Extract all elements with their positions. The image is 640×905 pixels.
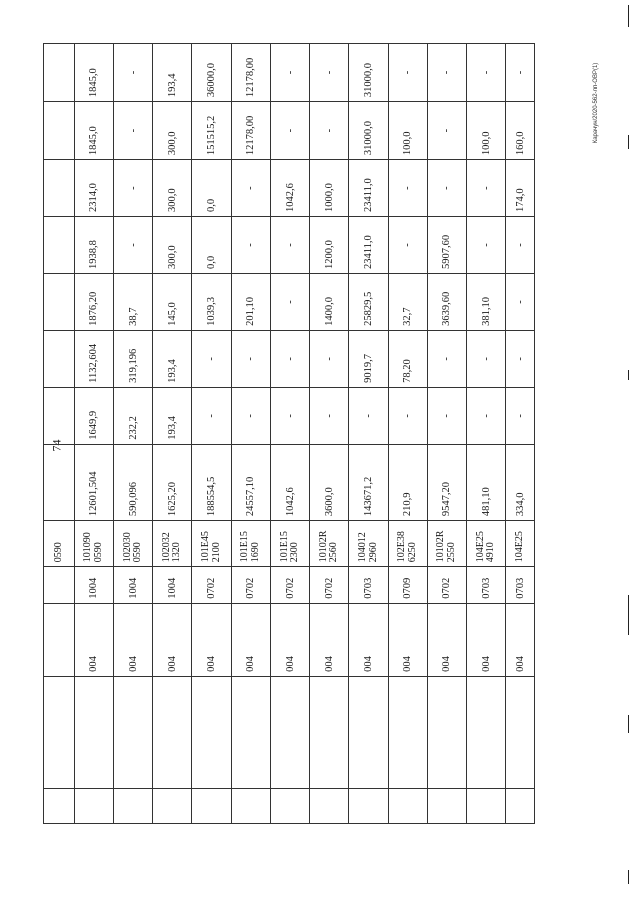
table-cell xyxy=(153,676,192,788)
table-cell: 481,10 xyxy=(467,444,506,520)
table-cell: - xyxy=(270,44,309,102)
table-cell: 1039,3 xyxy=(192,273,231,330)
table-cell xyxy=(506,676,535,788)
table-cell: 0703 xyxy=(506,567,535,604)
table-cell: - xyxy=(310,44,349,102)
table-cell: 12178,00 xyxy=(231,44,270,102)
table-cell: 9019,7 xyxy=(349,330,388,387)
table-cell: 104012 2960 xyxy=(349,521,388,567)
table-cell xyxy=(44,330,75,387)
rotated-table-area xyxy=(43,43,535,824)
table-cell: 004 xyxy=(231,603,270,676)
table-cell: 1200,0 xyxy=(310,217,349,274)
table-cell xyxy=(192,676,231,788)
table-cell xyxy=(388,788,427,823)
table-row xyxy=(310,44,349,824)
table-cell: 232,2 xyxy=(113,387,152,444)
table-cell: 3639,60 xyxy=(427,273,466,330)
table-cell: 102032 1320 xyxy=(153,521,192,567)
table-cell: 004 xyxy=(153,603,192,676)
table-cell: 36000,0 xyxy=(192,44,231,102)
table-cell: - xyxy=(388,387,427,444)
table-cell xyxy=(310,676,349,788)
table-cell xyxy=(113,676,152,788)
table-cell: - xyxy=(310,387,349,444)
table-cell xyxy=(427,788,466,823)
table-cell: 0709 xyxy=(388,567,427,604)
table-cell: 004 xyxy=(349,603,388,676)
table-cell: 5907,60 xyxy=(427,217,466,274)
table-row xyxy=(388,44,427,824)
table-cell: 160,0 xyxy=(506,102,535,160)
table-cell: 004 xyxy=(506,603,535,676)
table-cell: 300,0 xyxy=(153,160,192,217)
table-cell: - xyxy=(113,160,152,217)
table-cell xyxy=(427,676,466,788)
table-cell: - xyxy=(388,44,427,102)
edge-mark-5 xyxy=(628,715,629,733)
table-cell: 004 xyxy=(270,603,309,676)
table-cell: - xyxy=(427,387,466,444)
table-cell: 78,20 xyxy=(388,330,427,387)
table-cell: 151515,2 xyxy=(192,102,231,160)
table-cell: 381,10 xyxy=(467,273,506,330)
table-cell xyxy=(270,676,309,788)
table-cell: - xyxy=(506,44,535,102)
edge-mark-bottom xyxy=(628,870,629,884)
table-cell: - xyxy=(427,44,466,102)
table-cell: 201,10 xyxy=(231,273,270,330)
table-cell: 590,096 xyxy=(113,444,152,520)
table-cell: - xyxy=(467,387,506,444)
table-cell: 38,7 xyxy=(113,273,152,330)
table-cell: 104E25 xyxy=(506,521,535,567)
table-cell: 188554,5 xyxy=(192,444,231,520)
table-cell: 31000,0 xyxy=(349,102,388,160)
table-cell: 101090 0590 xyxy=(74,521,113,567)
table-cell: - xyxy=(231,387,270,444)
table-cell: 12178,00 xyxy=(231,102,270,160)
table-cell: - xyxy=(192,387,231,444)
table-cell: - xyxy=(231,160,270,217)
table-cell: 193,4 xyxy=(153,387,192,444)
table-cell: 1876,20 xyxy=(74,273,113,330)
table-cell: 1845,0 xyxy=(74,102,113,160)
table-cell: - xyxy=(427,330,466,387)
edge-mark-top xyxy=(628,5,629,27)
table-cell: - xyxy=(427,102,466,160)
table-cell: 004 xyxy=(427,603,466,676)
table-cell: 0702 xyxy=(192,567,231,604)
table-cell: - xyxy=(231,330,270,387)
table-cell: 1042,6 xyxy=(270,160,309,217)
table-cell: - xyxy=(506,217,535,274)
table-cell: 004 xyxy=(113,603,152,676)
table-cell: 004 xyxy=(388,603,427,676)
table-cell xyxy=(44,273,75,330)
table-cell xyxy=(349,676,388,788)
table-cell: 1938,8 xyxy=(74,217,113,274)
table-cell: - xyxy=(467,217,506,274)
table-cell: 1132,604 xyxy=(74,330,113,387)
table-cell: - xyxy=(310,102,349,160)
table-cell xyxy=(74,788,113,823)
table-cell: 0702 xyxy=(427,567,466,604)
table-cell: - xyxy=(231,217,270,274)
table-cell: 25829,5 xyxy=(349,273,388,330)
table-cell: - xyxy=(270,217,309,274)
table-cell xyxy=(153,788,192,823)
table-row xyxy=(231,44,270,824)
table-cell xyxy=(467,676,506,788)
table-cell: 300,0 xyxy=(153,102,192,160)
table-cell: - xyxy=(349,387,388,444)
table-row xyxy=(349,44,388,824)
table-cell xyxy=(44,217,75,274)
table-cell: 004 xyxy=(310,603,349,676)
table-cell xyxy=(44,444,75,520)
table-cell xyxy=(44,160,75,217)
table-row xyxy=(74,44,113,824)
table-cell: 1000,0 xyxy=(310,160,349,217)
table-cell: - xyxy=(467,44,506,102)
table-cell xyxy=(467,788,506,823)
table-cell xyxy=(44,44,75,102)
table-cell: - xyxy=(310,330,349,387)
table-row xyxy=(506,44,535,824)
budget-table-body xyxy=(44,44,535,824)
table-cell: - xyxy=(270,387,309,444)
table-cell: 0,0 xyxy=(192,160,231,217)
table-row xyxy=(427,44,466,824)
edge-mark-3 xyxy=(628,370,629,380)
table-cell: 004 xyxy=(74,603,113,676)
table-cell: 0703 xyxy=(349,567,388,604)
table-cell: - xyxy=(113,102,152,160)
table-cell: - xyxy=(388,160,427,217)
table-cell: 1625,20 xyxy=(153,444,192,520)
table-cell: 1649,9 xyxy=(74,387,113,444)
table-cell: 1400,0 xyxy=(310,273,349,330)
table-cell: - xyxy=(467,330,506,387)
table-cell: 104E25 4910 xyxy=(467,521,506,567)
table-cell: - xyxy=(113,217,152,274)
table-cell xyxy=(44,567,75,604)
table-cell: 102030 0590 xyxy=(113,521,152,567)
table-cell xyxy=(44,603,75,676)
table-cell: 31000,0 xyxy=(349,44,388,102)
table-cell: 9547,20 xyxy=(427,444,466,520)
page-number: 74 xyxy=(49,439,64,452)
table-cell xyxy=(270,788,309,823)
table-cell: 0590 xyxy=(44,521,75,567)
rotated-table-inner xyxy=(43,43,535,824)
table-cell: 23411,0 xyxy=(349,160,388,217)
table-cell xyxy=(192,788,231,823)
table-cell xyxy=(231,788,270,823)
table-cell: 100,0 xyxy=(388,102,427,160)
table-row xyxy=(192,44,231,824)
table-row xyxy=(153,44,192,824)
table-cell xyxy=(388,676,427,788)
table-cell: 101E45 2100 xyxy=(192,521,231,567)
table-cell: 0702 xyxy=(270,567,309,604)
table-cell: 0,0 xyxy=(192,217,231,274)
table-cell: 2314,0 xyxy=(74,160,113,217)
table-cell: 10102R 2560 xyxy=(310,521,349,567)
table-cell xyxy=(44,676,75,788)
table-cell: - xyxy=(270,102,309,160)
table-cell: 32,7 xyxy=(388,273,427,330)
table-cell: 23411,0 xyxy=(349,217,388,274)
table-cell: 300,0 xyxy=(153,217,192,274)
table-cell: - xyxy=(113,44,152,102)
table-cell xyxy=(349,788,388,823)
table-cell: 004 xyxy=(192,603,231,676)
table-cell xyxy=(44,387,75,444)
table-row xyxy=(113,44,152,824)
table-cell: 0702 xyxy=(231,567,270,604)
table-cell: 10102R 2550 xyxy=(427,521,466,567)
table-cell: 101E15 2300 xyxy=(270,521,309,567)
table-cell: 101E15 1690 xyxy=(231,521,270,567)
table-cell: 1042,6 xyxy=(270,444,309,520)
table-cell: 004 xyxy=(467,603,506,676)
table-cell: 174,0 xyxy=(506,160,535,217)
table-cell: - xyxy=(270,330,309,387)
table-cell: 1004 xyxy=(113,567,152,604)
table-row xyxy=(467,44,506,824)
table-cell: 334,0 xyxy=(506,444,535,520)
table-cell: - xyxy=(506,330,535,387)
table-cell xyxy=(231,676,270,788)
table-cell: 102E38 6250 xyxy=(388,521,427,567)
table-cell: 143671,2 xyxy=(349,444,388,520)
table-cell: - xyxy=(192,330,231,387)
table-cell: 3600,0 xyxy=(310,444,349,520)
table-cell: 193,4 xyxy=(153,44,192,102)
edge-mark-2 xyxy=(628,135,629,149)
table-cell xyxy=(310,788,349,823)
table-cell xyxy=(44,102,75,160)
table-cell: - xyxy=(427,160,466,217)
table-cell: 24557,10 xyxy=(231,444,270,520)
table-row xyxy=(270,44,309,824)
table-cell: 210,9 xyxy=(388,444,427,520)
table-cell xyxy=(74,676,113,788)
table-cell: 193,4 xyxy=(153,330,192,387)
table-cell xyxy=(506,788,535,823)
table-cell: - xyxy=(467,160,506,217)
table-cell: - xyxy=(506,273,535,330)
table-cell: 0702 xyxy=(310,567,349,604)
table-cell: 100,0 xyxy=(467,102,506,160)
table-cell xyxy=(44,788,75,823)
table-cell: 1004 xyxy=(153,567,192,604)
table-cell: - xyxy=(270,273,309,330)
table-cell: - xyxy=(506,387,535,444)
table-row xyxy=(44,44,75,824)
edge-mark-4 xyxy=(628,595,629,635)
table-cell: 12601,504 xyxy=(74,444,113,520)
table-cell: 145,0 xyxy=(153,273,192,330)
table-cell: 1845,0 xyxy=(74,44,113,102)
table-cell: - xyxy=(388,217,427,274)
table-cell: 0703 xyxy=(467,567,506,604)
table-cell: 319,196 xyxy=(113,330,152,387)
side-note-reference: Карачун/2020-562-лп-ОВР(1) xyxy=(593,62,599,144)
table-cell xyxy=(113,788,152,823)
budget-table xyxy=(43,43,535,824)
table-cell: 1004 xyxy=(74,567,113,604)
